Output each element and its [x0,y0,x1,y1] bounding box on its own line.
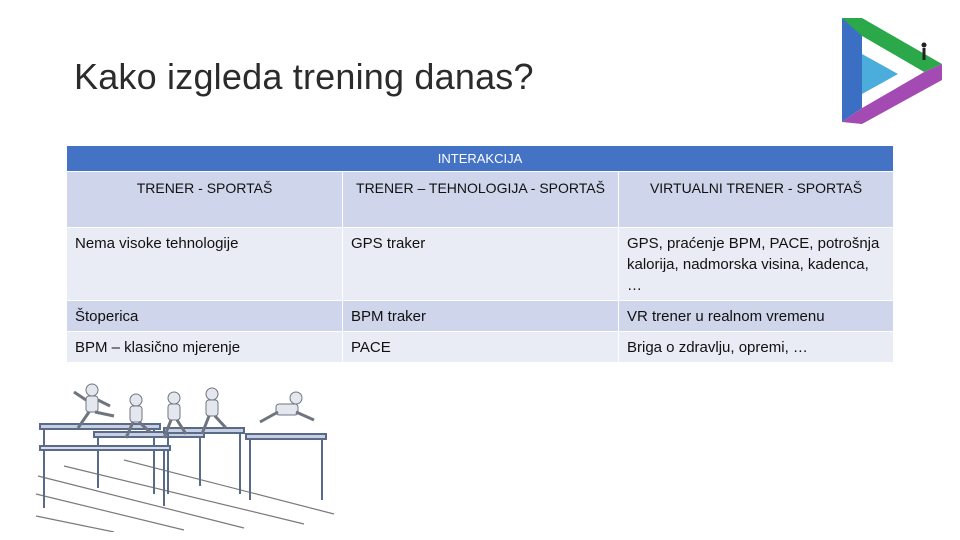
column-header: VIRTUALNI TRENER - SPORTAŠ [619,172,894,228]
table-cell: Briga o zdravlju, opremi, … [619,332,894,363]
impossible-triangle-logo-icon [838,14,944,126]
logo-figure-body [923,48,926,60]
interaction-table [66,145,894,363]
column-header: TRENER – TEHNOLOGIJA - SPORTAŠ [343,172,619,228]
table-cell: BPM traker [343,301,619,332]
logo-blue-face [842,18,862,122]
table-row [67,301,894,332]
table-row [67,228,894,301]
column-header: TRENER - SPORTAŠ [67,172,343,228]
table-header-row [67,146,894,172]
table-column-headers [67,172,894,228]
table-cell: BPM – klasično mjerenje [67,332,343,363]
table-cell: GPS traker [343,228,619,301]
logo-figure-head [922,43,927,48]
hurdles [40,424,326,508]
track-lines [36,460,334,532]
table-row [67,332,894,363]
table-cell: PACE [343,332,619,363]
table-cell: GPS, praćenje BPM, PACE, potrošnja kalorija, nadmorska visina, kadenca, … [619,228,894,301]
table-main-header: INTERAKCIJA [67,146,894,172]
table-cell: Štoperica [67,301,343,332]
table-cell: Nema visoke tehnologije [67,228,343,301]
robots-hurdles-illustration [34,376,338,532]
slide-title: Kako izgleda trening danas? [74,56,534,97]
table-cell: VR trener u realnom vremenu [619,301,894,332]
